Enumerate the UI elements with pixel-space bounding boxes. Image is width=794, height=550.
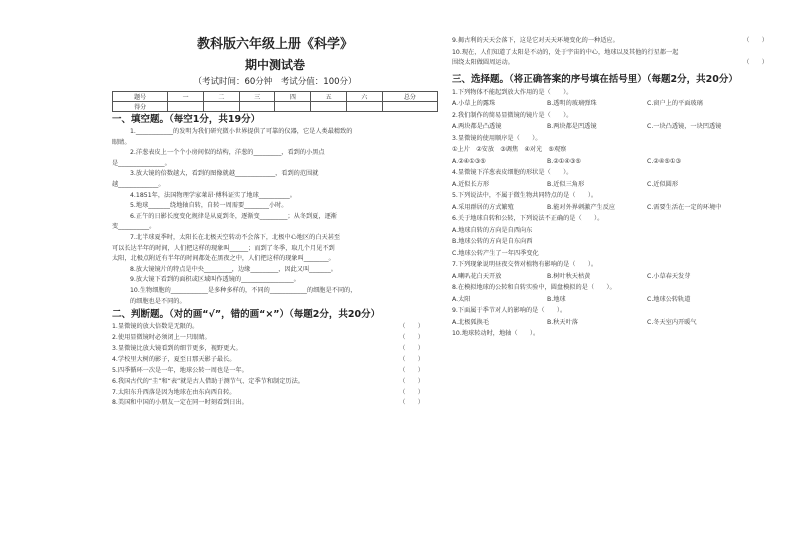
- judge-item: 1.显微镜的放大倍数是无限的。 （ ）: [112, 322, 438, 333]
- score-cell: 二: [203, 92, 239, 102]
- answer-paren: （ ）: [399, 366, 424, 374]
- option-a: A.近似长方形: [452, 180, 490, 188]
- option-a: A.小草上的露珠: [452, 100, 496, 108]
- score-cell: 一: [168, 92, 204, 102]
- section-fill-in-heading: 一、填空题。（每空1分，共19分）: [112, 114, 261, 125]
- score-cell-blank: [239, 102, 275, 112]
- judge-item: 围绕太阳做圆周运动。 （ ）: [452, 58, 782, 69]
- exam-title: 教科版六年级上册《科学》: [196, 37, 353, 52]
- choice-question: 5.下列说法中，不属于微生物共同特点的是（ ）。: [452, 192, 598, 200]
- score-cell: 三: [239, 92, 275, 102]
- choice-options: [452, 98, 782, 110]
- exam-info: （考试时间：60分钟 考试分值：100分）: [193, 77, 357, 87]
- score-cell: 四: [275, 92, 311, 102]
- option-c: C.地球公转产生了一年四季变化: [452, 249, 539, 257]
- option-b: B.地球公转的方向是自东向西: [452, 238, 533, 246]
- option-b: B.近似三角形: [547, 180, 585, 188]
- choice-options: [452, 317, 782, 329]
- option-c: C.冬天室内开暖气: [647, 318, 697, 326]
- judge-item: 3.显微镜比放大镜看到的细节更多，视野更大。 （ ）: [112, 344, 438, 355]
- option-b: B.透明的玻璃弹珠: [547, 100, 597, 108]
- option-b: B.两块都是凹透镜: [547, 123, 597, 131]
- fill-line: 1.____________的发明为我们研究微小世界提供了可靠的仪器，它是人类最精致的: [130, 128, 353, 135]
- option-a: A.地球自转的方向是自西向东: [452, 226, 533, 234]
- section-choice-heading: 三、选择题。（将正确答案的序号填在括号里）（每题2分，共20分）: [452, 73, 738, 85]
- score-cell-blank: [382, 102, 437, 112]
- option-a: A.太阳: [452, 295, 471, 303]
- fill-line: 变__________。: [112, 223, 156, 231]
- section-judge: [112, 322, 438, 409]
- judge-item: 5.四季循环一次是一年，地球公转一周也是一年。 （ ）: [112, 366, 438, 377]
- answer-paren: （ ）: [743, 58, 768, 66]
- judge-item: 4.学校里大树的影子，夏至日那天影子最长。 （ ）: [112, 355, 438, 366]
- answer-paren: （ ）: [399, 334, 424, 341]
- score-table-header-row: [113, 92, 438, 102]
- option-a: A.②④①③⑤: [452, 157, 486, 165]
- choice-options: [452, 156, 782, 168]
- section-choice: [452, 87, 782, 340]
- score-cell-blank: [275, 102, 311, 112]
- fill-line: 4.1851年，法国物理学家莱昂·傅科证实了地球__________。: [130, 191, 296, 199]
- choice-question: 7.下列现象说明昼夜交替对植物有影响的是（ ）。: [452, 261, 598, 269]
- answer-paren: （ ）: [399, 377, 424, 385]
- fill-line: 2.洋葱表皮上一个个小房间似的结构，洋葱的_________，看到的小黑点: [130, 149, 325, 157]
- choice-options: [452, 121, 782, 133]
- judge-item: 8.美国和中国的小朋友一定在同一时刻看到日出。 （ ）: [112, 398, 438, 409]
- fill-line: 的细胞也是不同的。: [130, 297, 186, 305]
- score-cell: 六: [346, 92, 382, 102]
- option-b: B.秋天叶落: [547, 318, 578, 326]
- choice-options: [452, 294, 782, 306]
- exam-subtitle: 期中测试卷: [244, 58, 305, 72]
- score-cell: 总分: [382, 92, 437, 102]
- score-cell-blank: [311, 102, 347, 112]
- fill-line: 6.正午的日影长度变化规律是从夏到冬，逐渐变_________；从冬到夏，逐渐: [130, 212, 337, 220]
- option-c: C.近似圆形: [647, 180, 679, 188]
- choice-question: 1.下列物体不能起到放大作用的是（ ）。: [452, 88, 573, 96]
- score-cell: 五: [311, 92, 347, 102]
- left-column: [112, 36, 438, 409]
- choice-question: 10.地球转动时，地轴（ ）。: [452, 330, 540, 338]
- judge-item: 10.现在，人们知道了太阳是不动的，处于宇宙的中心，地球以及其他的行星都一起: [452, 48, 679, 56]
- section-judge-heading: 二、判断题。（对的画“√”，错的画“×”）（每题2分，共20分）: [112, 309, 381, 321]
- judge-item: 7.太阳东升西落是因为地球在由东向西自转。 （ ）: [112, 388, 438, 399]
- judge-item: 2.使用显微镜时必须闭上一只眼睛。 （ ）: [112, 333, 438, 344]
- score-table-score-row: [113, 102, 438, 112]
- option-b: B.地球: [547, 295, 566, 303]
- option-b: B.树叶秋天枯黄: [547, 272, 591, 280]
- option-a: A.两块都是凸透镜: [452, 123, 502, 131]
- option-b: B.②①④③⑤: [547, 157, 581, 165]
- choice-question: 3.显微镜的使用顺序是（ ）。: [452, 134, 542, 142]
- option-c: C.一块凸透镜，一块凹透镜: [647, 123, 722, 131]
- choice-question: 6.关于地球自转和公转，下列说法不正确的是（ ）。: [452, 215, 604, 223]
- answer-paren: （ ）: [399, 323, 424, 331]
- fill-line: 太阳，北极点附近有半年的时间都处在黑夜之中，人们把这样的现象叫________。: [112, 255, 335, 263]
- score-cell-blank: [203, 102, 239, 112]
- answer-paren: （ ）: [399, 344, 424, 352]
- choice-question: 8.在模拟地球的公转和自转实验中，圆盘模拟的是（ ）。: [452, 284, 616, 292]
- option-c: C.地球公转轨道: [647, 295, 691, 303]
- fill-line: 10.生物细胞的____________是多种多样的，不同的____________的细胞是不同的，: [130, 286, 357, 294]
- score-cell-blank: [168, 102, 204, 112]
- option-c: C.窗户上的平面玻璃: [647, 100, 703, 108]
- option-a: A.北极狐换毛: [452, 318, 490, 326]
- answer-paren: （ ）: [399, 355, 424, 363]
- score-table: [112, 91, 438, 112]
- section-fill-in: [112, 127, 438, 307]
- fill-line: 是_______________。: [112, 159, 171, 167]
- choice-question: 9.下面属于季节对人的影响的是（ ）。: [452, 307, 567, 315]
- answer-paren: （ ）: [399, 388, 424, 396]
- fill-line: 7.北半球夏季时，太阳长在北极天空转动不会落下，北极中心地区的白天甚至: [130, 233, 341, 241]
- option-b: B.能对外界刺激产生反应: [547, 203, 616, 211]
- option-a: A.喇叭花白天开放: [452, 272, 502, 280]
- score-cell-blank: [346, 102, 382, 112]
- choice-question: 4.显微镜下洋葱表皮细胞的形状是（ ）。: [452, 169, 573, 177]
- choice-steps: ①上片 ②安放 ③调焦 ④对光 ⑤观察: [452, 146, 567, 154]
- fill-line: 3.放大镜的倍数越大，看到的图像就越_____________，看到的范围就: [130, 170, 319, 178]
- choice-question: 2.我们制作的简易显微镜的镜片是（ ）。: [452, 111, 573, 119]
- option-c: C.②④⑤①③: [647, 157, 682, 165]
- right-column: [452, 36, 782, 340]
- fill-line: 可以长达半年的时间，人们把这样的现象叫______；而到了冬季，取几个月见不到: [112, 244, 335, 252]
- fill-line: 9.放大镜下看到的面积或区域叫作透镜的_________________。: [130, 276, 300, 284]
- fill-line: 眼睛。: [112, 138, 131, 146]
- score-cell: 得分: [113, 102, 168, 112]
- judge-item: 6.我国古代的“圭”和“表”就是古人借助于测节气、定季节和制定历法。 （ ）: [112, 377, 438, 388]
- judge-item: 9.揭古利的天天会落下，这是它对天天环境变化的一种适应。 （ ）: [452, 36, 782, 47]
- option-c: C.需要生活在一定的环境中: [647, 203, 722, 211]
- fill-line: 8.放大镜镜片的特点是中央_________，边缘_________，因此又叫_______。: [130, 265, 337, 273]
- fill-line: 越_____________。: [112, 180, 165, 188]
- choice-options: [452, 202, 782, 214]
- answer-paren: （ ）: [743, 37, 768, 44]
- option-a: A.采用群居的方式繁殖: [452, 203, 514, 211]
- option-c: C.小草春天发芽: [647, 272, 691, 280]
- score-cell: 题号: [113, 92, 168, 102]
- choice-options: [452, 271, 782, 283]
- choice-options: [452, 179, 782, 191]
- fill-line: 5.地球_______绕地轴自转，自转一周需要________小时。: [130, 202, 288, 210]
- answer-paren: （ ）: [399, 399, 424, 407]
